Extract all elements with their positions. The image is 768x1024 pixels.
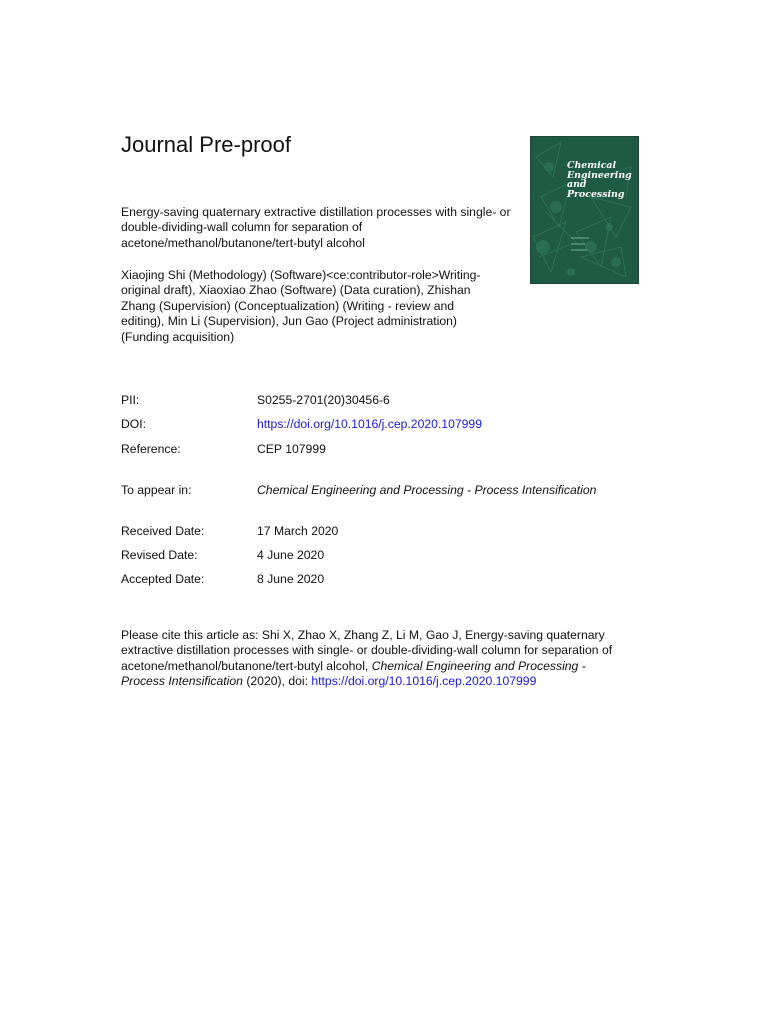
cover-title-line: Chemical bbox=[567, 160, 617, 171]
revised-value: 4 June 2020 bbox=[257, 548, 325, 562]
received-label: Received Date: bbox=[121, 524, 205, 538]
revised-label: Revised Date: bbox=[121, 548, 198, 562]
journal-cover-image bbox=[530, 136, 639, 284]
accepted-value: 8 June 2020 bbox=[257, 572, 325, 586]
cover-journal-title bbox=[567, 161, 637, 199]
citation-paragraph bbox=[121, 628, 631, 690]
reference-value: CEP 107999 bbox=[257, 442, 326, 456]
pii-label: PII: bbox=[121, 393, 140, 407]
doi-link[interactable]: https://doi.org/10.1016/j.cep.2020.107999 bbox=[257, 417, 482, 431]
pii-value: S0255-2701(20)30456-6 bbox=[257, 393, 390, 407]
accepted-label: Accepted Date: bbox=[121, 572, 205, 586]
citation-doi-link[interactable]: https://doi.org/10.1016/j.cep.2020.107999 bbox=[311, 674, 537, 689]
cover-title-line: and bbox=[567, 179, 587, 191]
reference-label: Reference: bbox=[121, 442, 181, 456]
page-title: Journal Pre-proof bbox=[121, 132, 291, 157]
citation-text: Please cite this article as: Shi X, Zhao X, Zhang Z, Li M, Gao J, Energy-saving quaternary extractive distillation processes with single- or double-dividing-wall column for separation of acetone/methanol/butanone/tert-butyl alcohol, bbox=[121, 628, 613, 673]
cover-title-line: Processing bbox=[567, 188, 625, 200]
appear-in-value: Chemical Engineering and Processing - Process Intensification bbox=[257, 483, 597, 497]
appear-in-label: To appear in: bbox=[121, 483, 192, 497]
cover-title-line: Engineering bbox=[567, 169, 632, 181]
citation-journal: Chemical Engineering and Processing - Process Intensification bbox=[121, 658, 586, 689]
citation-year: (2020), doi: bbox=[242, 674, 312, 689]
author-list: Xiaojing Shi (Methodology) (Software)<ce:contributor-role>Writing-original draft), Xiaoxiao Zhao (Software) (Data curation), Zhishan Zhang (Supervision) (Conceptualization) (Writing - review and editing), Min Li (Supervision), Jun Gao (Project administration) (Funding acquisition) bbox=[121, 268, 481, 344]
article-title: Energy-saving quaternary extractive distillation processes with single- or double-dividing-wall column for separation of acetone/methanol/butanone/tert-butyl alcohol bbox=[121, 205, 511, 250]
received-value: 17 March 2020 bbox=[257, 524, 339, 538]
doi-label: DOI: bbox=[121, 417, 147, 431]
cover-pattern bbox=[531, 137, 638, 283]
